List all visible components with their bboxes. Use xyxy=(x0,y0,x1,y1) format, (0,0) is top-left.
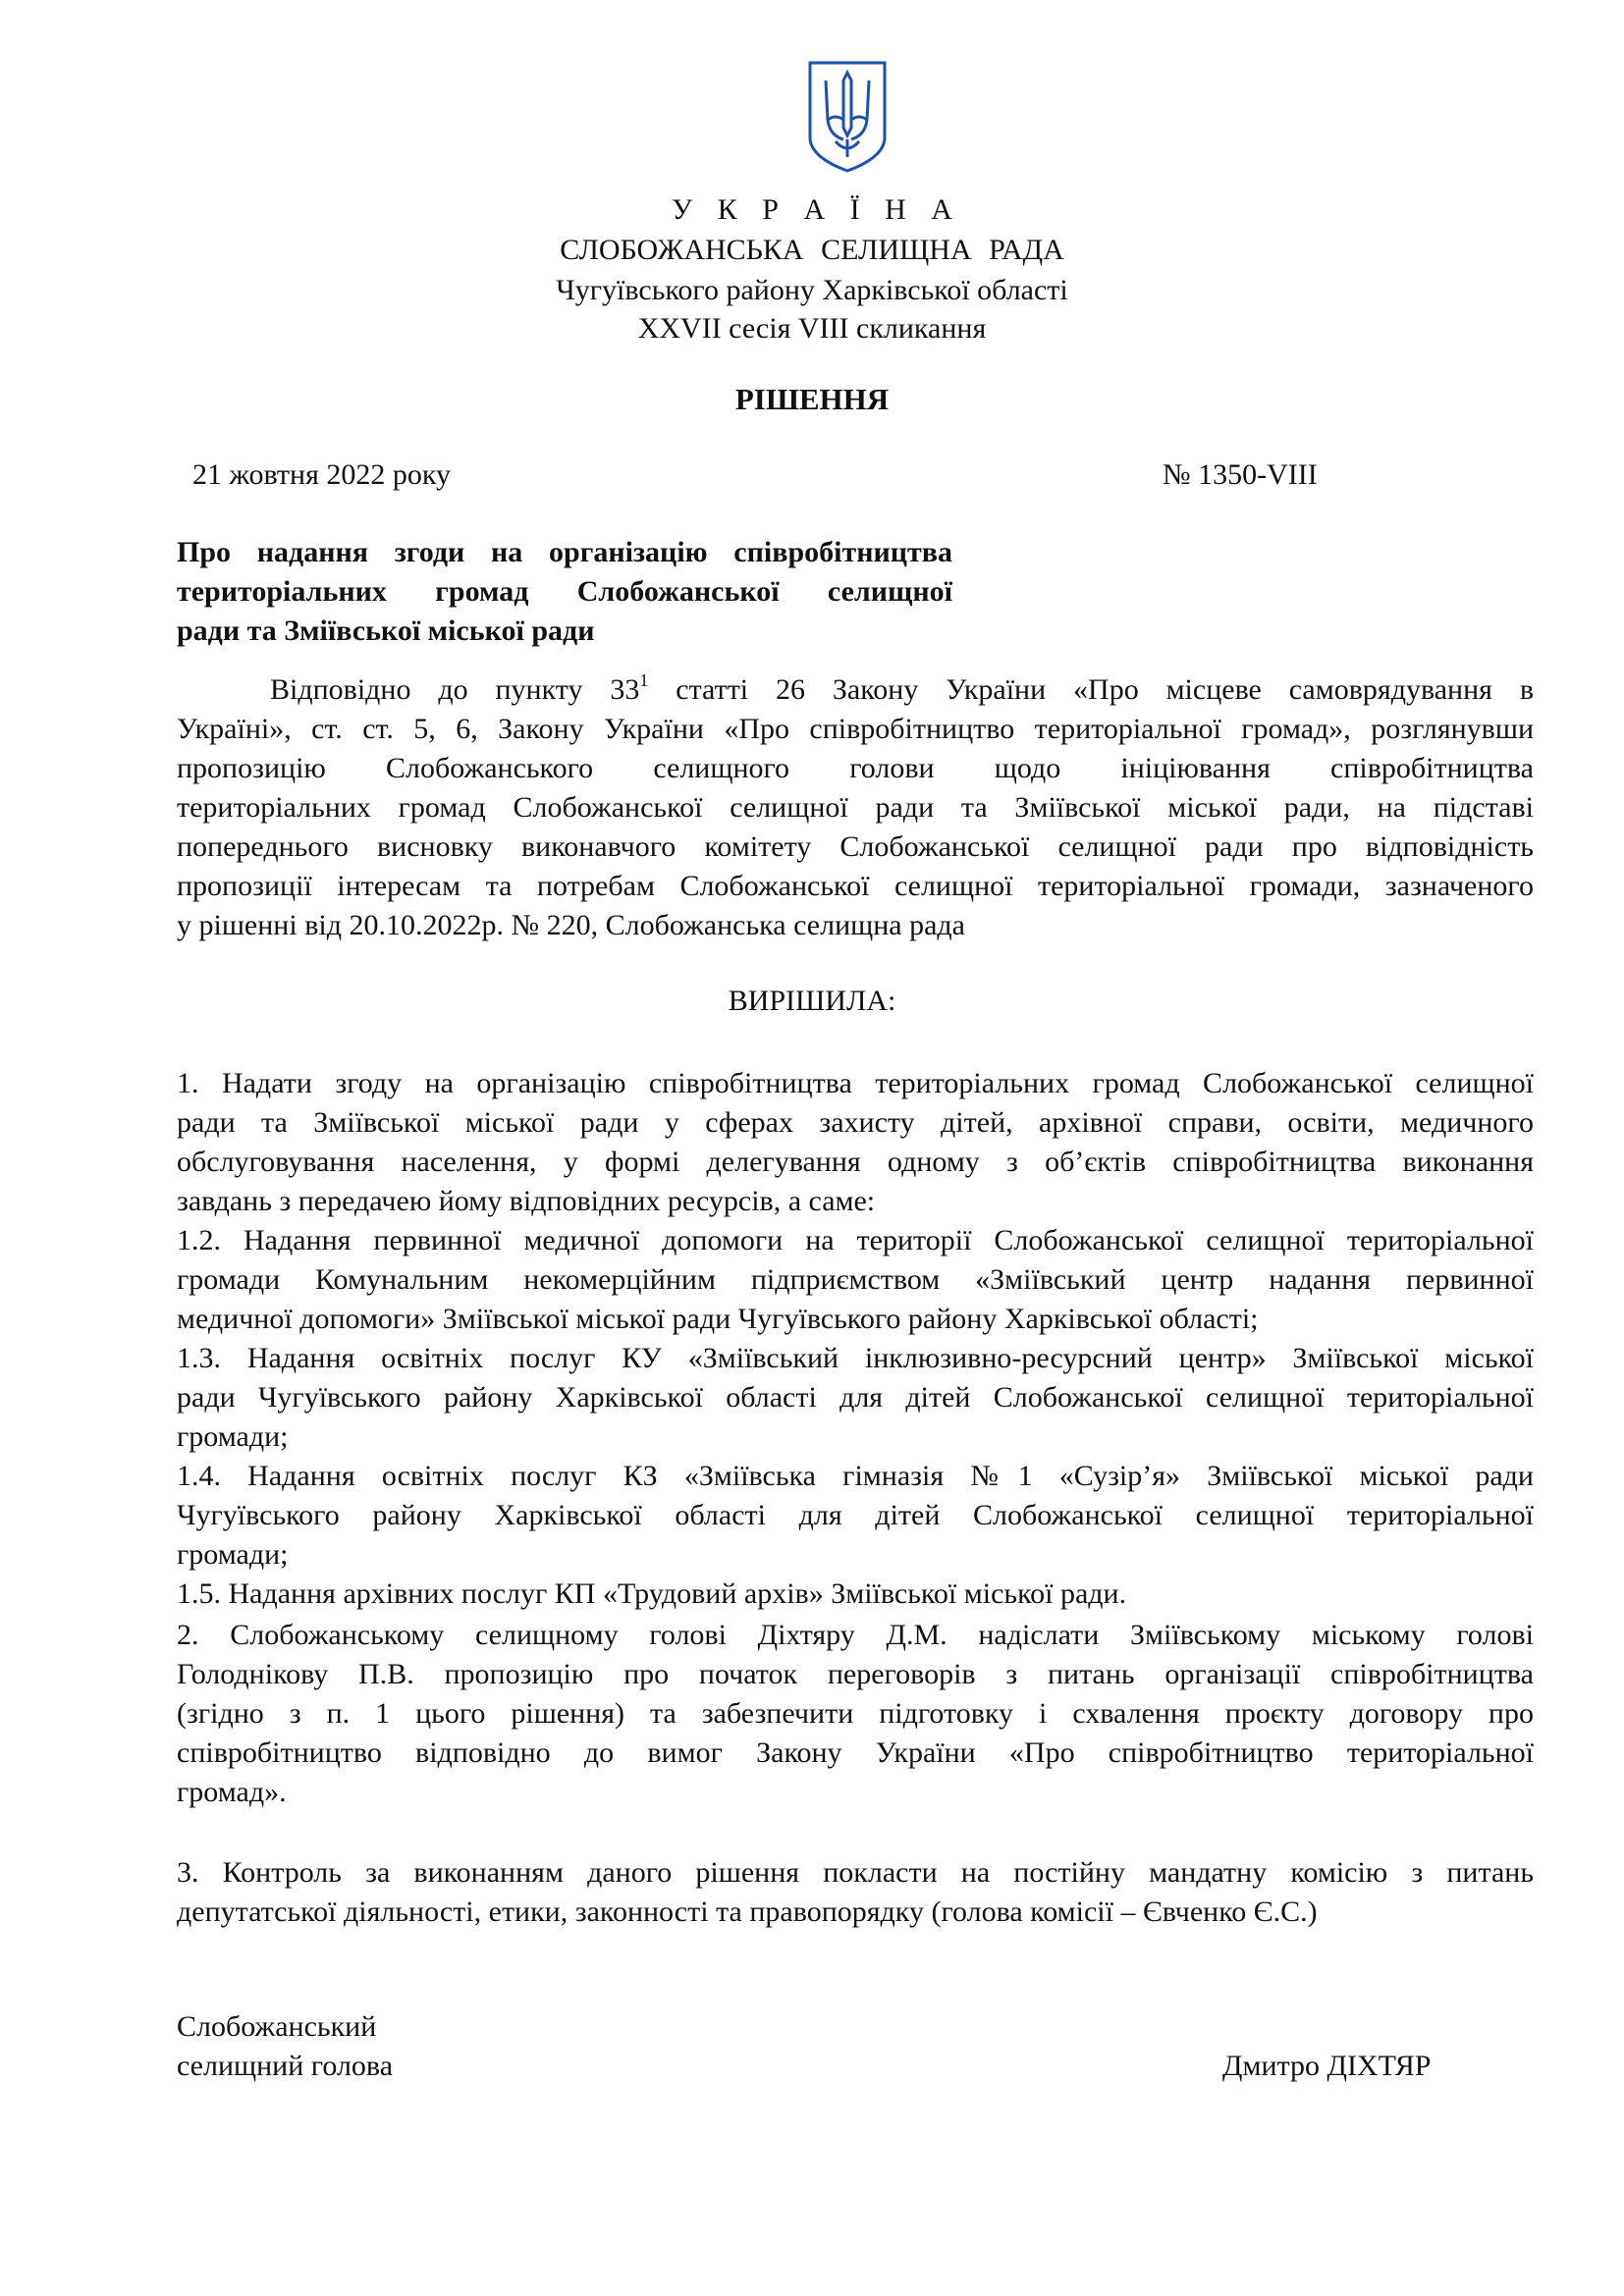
item-line: обслуговування населення, у формі делегування одному з об’єктів співробітництва виконання xyxy=(177,1146,1534,1178)
preamble-line: територіальних громад Слобожанської селищної ради та Зміївської міської ради, на підставі xyxy=(177,791,1534,824)
country-heading: У К Р А Ї Н А xyxy=(672,193,961,226)
document-type-title: РІШЕННЯ xyxy=(734,382,890,416)
item-line: завдань з передачею йому відповідних ресурсів, а саме: xyxy=(177,1185,876,1217)
preamble-line: попереднього висновку виконавчого комітету Слобожанської селищної ради про відповідність xyxy=(177,830,1534,863)
item-line: медичної допомоги» Зміївської міської ради Чугуївського району Харківської області; xyxy=(177,1303,1259,1335)
session-heading: XXVII сесія VIII скликання xyxy=(637,312,987,345)
preamble-text: Відповідно до пункту 33 xyxy=(270,673,640,706)
decision-item-1 xyxy=(177,1064,1534,1614)
item-line: Чугуївського району Харківської області для дітей Слобожанської селищної територіальної xyxy=(177,1499,1534,1531)
preamble-line xyxy=(177,670,1534,710)
preamble-line: у рішенні від 20.10.2022р. № 220, Слобожанська селищна рада xyxy=(177,909,965,941)
item-line: співробітництво відповідно до вимог Закону України «Про співробітництво територіальної xyxy=(177,1736,1534,1769)
item-line: громади; xyxy=(177,1538,289,1571)
item-line: громади Комунальним некомерційним підприємством «Зміївський центр надання первинної xyxy=(177,1263,1534,1296)
item-line: Голоднікову П.В. пропозицію про початок переговорів з питань організації співробітництва xyxy=(177,1658,1534,1690)
item-line: 1. Надати згоду на організацію співробітництва територіальних громад Слобожанської селищної xyxy=(177,1067,1534,1099)
item-line: 1.2. Надання первинної медичної допомоги на території Слобожанської селищної територіальної xyxy=(177,1224,1534,1256)
decision-item-3 xyxy=(177,1853,1534,1932)
decision-date: 21 жовтня 2022 року xyxy=(192,458,452,491)
council-heading: СЛОБОЖАНСЬКА СЕЛИЩНА РАДА xyxy=(560,234,1064,266)
item-line: 1.4. Надання освітніх послуг КЗ «Зміївська гімназія №1 «Сузір’я» Зміївської міської ради xyxy=(177,1460,1534,1492)
superscript: 1 xyxy=(639,670,649,690)
decision-subject xyxy=(177,533,952,651)
preamble-line: Україні», ст. ст. 5, 6, Закону України «Про співробітництво територіальної громад», розглянувши xyxy=(177,713,1534,745)
item-line: громади; xyxy=(177,1420,289,1453)
item-line: депутатської діяльності, етики, законності та правопорядку (голова комісії – Євченко Є.С.) xyxy=(177,1896,1318,1928)
decision-item-2 xyxy=(177,1616,1534,1812)
preamble-line: пропозицію Слобожанського селищного голови щодо ініціювання співробітництва xyxy=(177,752,1534,784)
decision-number: № 1350-VIII xyxy=(1163,458,1318,491)
item-line: (згідно з п. 1 цього рішення) та забезпечити підготовку і схвалення проєкту договору про xyxy=(177,1697,1534,1730)
preamble-line: пропозиції інтересам та потребам Слобожанської селищної територіальної громади, зазначеного xyxy=(177,870,1534,902)
subject-line: ради та Зміївської міської ради xyxy=(177,614,595,647)
resolved-heading: ВИРІШИЛА: xyxy=(728,985,896,1017)
item-line: 3. Контроль за виконанням даного рішення покласти на постійну мандатну комісію з питань xyxy=(177,1856,1534,1889)
district-heading: Чугуївського району Харківської області xyxy=(556,274,1068,306)
preamble-paragraph xyxy=(177,670,1534,945)
signatory-name: Дмитро ДІХТЯР xyxy=(1222,2050,1432,2082)
item-line: ради Чугуївського району Харківської області для дітей Слобожанської селищної територіальної xyxy=(177,1381,1534,1414)
signatory-title-line: селищний голова xyxy=(177,2050,394,2082)
signatory-title xyxy=(177,2007,393,2086)
item-line: 1.3. Надання освітніх послуг КУ «Зміївський інклюзивно-ресурсний центр» Зміївської міської xyxy=(177,1342,1534,1374)
coat-of-arms-icon xyxy=(806,59,889,175)
item-line: 1.5. Надання архівних послуг КП «Трудовий архів» Зміївської міської ради. xyxy=(177,1577,1127,1610)
signatory-title-line: Слобожанський xyxy=(177,2010,377,2043)
preamble-text: статті 26 Закону України «Про місцеве самоврядування в xyxy=(648,673,1534,706)
item-line: громад». xyxy=(177,1776,287,1808)
item-line: 2. Слобожанському селищному голові Діхтяру Д.М. надіслати Зміївському міському голові xyxy=(177,1619,1534,1651)
subject-line: територіальних громад Слобожанської селищної xyxy=(177,575,952,608)
subject-line: Про надання згоди на організацію співробітництва xyxy=(177,536,952,568)
item-line: ради та Зміївської міської ради у сферах захисту дітей, архівної справи, освіти, медичного xyxy=(177,1106,1534,1139)
